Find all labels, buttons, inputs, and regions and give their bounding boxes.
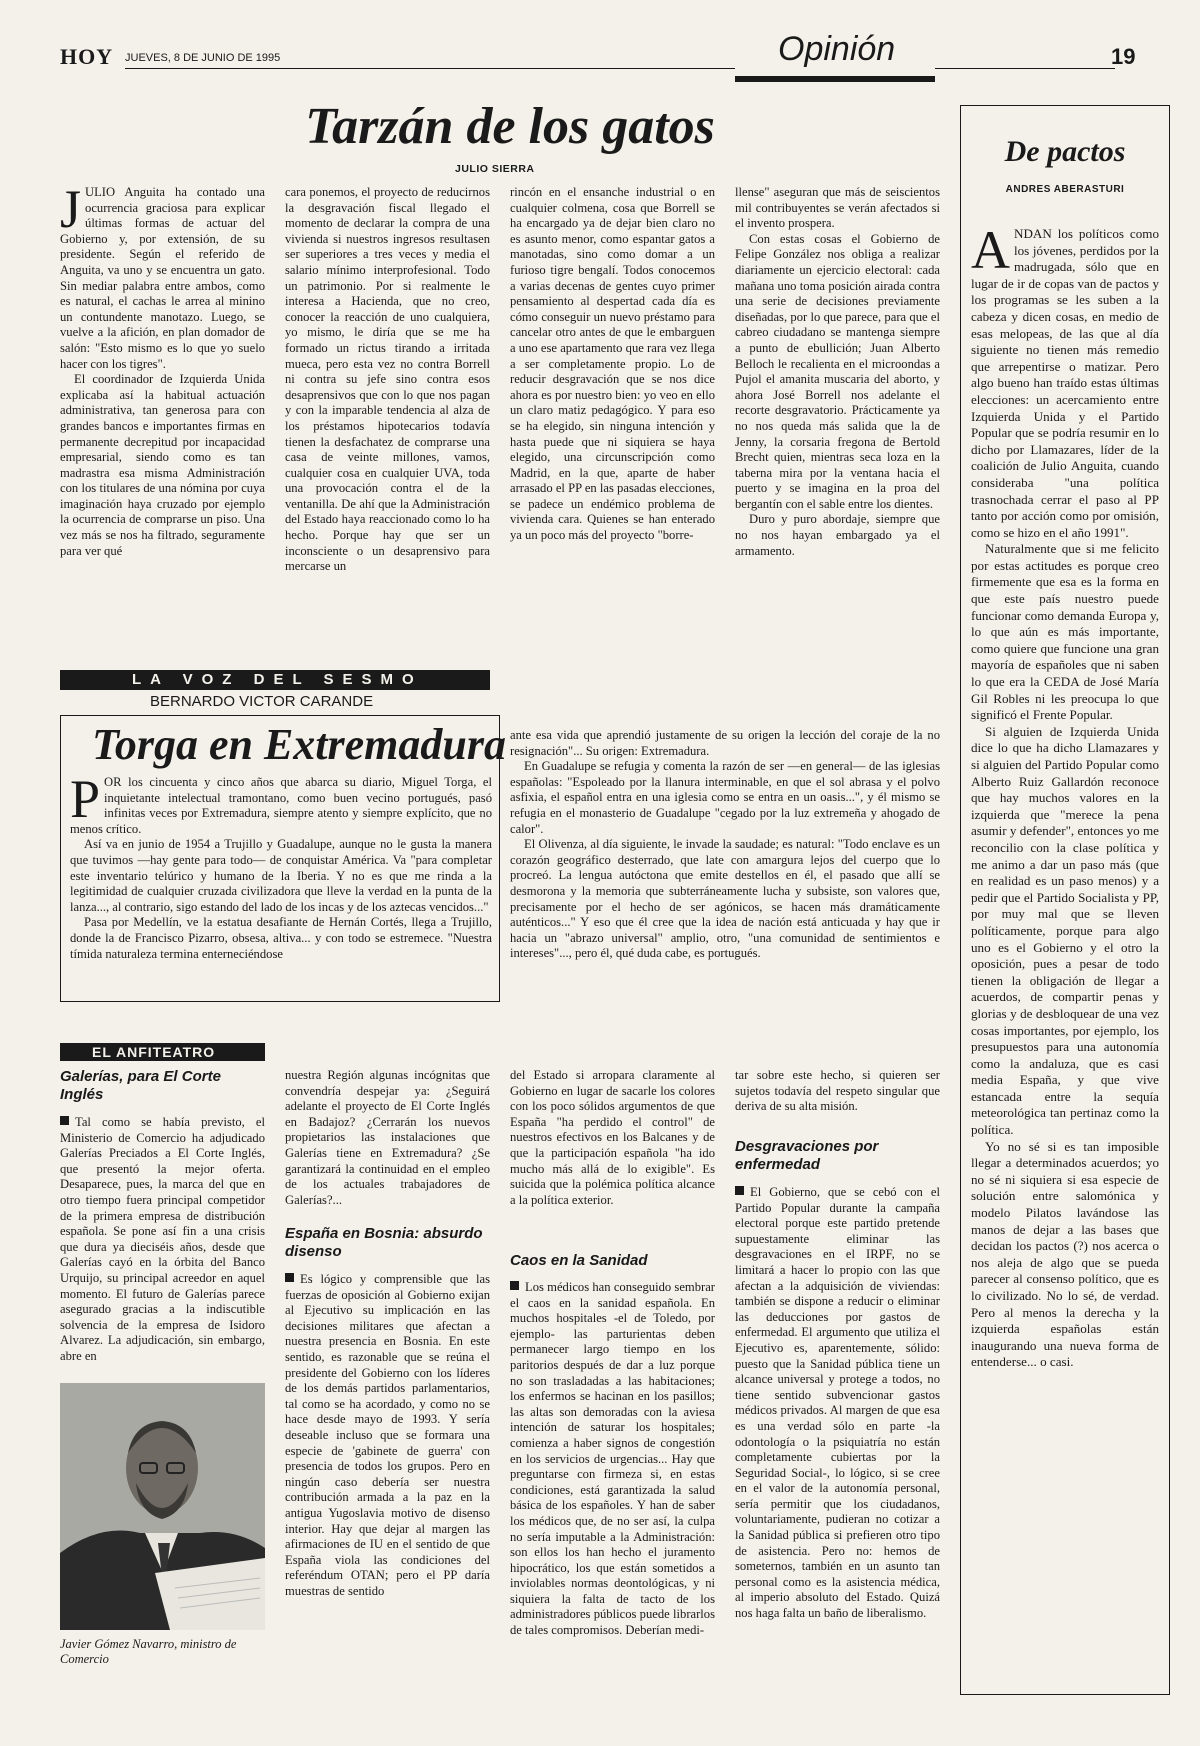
voz-author: BERNARDO VICTOR CARANDE [150,693,374,710]
bosnia-headline: España en Bosnia: absurdo disenso [285,1225,483,1260]
sanidad-headline: Caos en la Sanidad [510,1252,648,1269]
section-label: EL ANFITEATRO [92,1044,216,1060]
paragraph: OR los cincuenta y cinco años que abarca su diario, Miguel Torga, el inquietante intelectual tramontano, como buen vecino portugués, pasó infinitas veces por Extremadura, siempre atento y siempre explícito, que no menos crítico. [70,775,492,836]
minister-photo [60,1383,265,1630]
paragraph: del Estado si arropara claramente al Gobierno en lugar de sacarle los colores con los poco sólidos argumentos de que España "ha perdido el control" de nuestros efectivos en los Balcanes y de que la participación española "ha ido mucho más allá de lo exigible". Es suicida que la polémica política alcance a la política exterior. [510,1068,715,1207]
bullet-icon [60,1116,69,1125]
paragraph: ante esa vida que aprendió justamente de su origen la lección del coraje de la no resignación"... Su origen: Extremadura. [510,728,940,758]
galerias-headline: Galerías, para El Corte Inglés [60,1068,221,1103]
sidebar-byline: ANDRES ABERASTURI [1005,184,1125,195]
paragraph: Tal como se había previsto, el Ministerio de Comercio ha adjudicado Galerías Preciados a El Corte Inglés, que presentó la mejor oferta. Desaparece, pues, la marca del que en otro tiempo fuera principal competidor de la primera empresa de distribución española. Se pone así fin a una crisis que dura ya dieciséis años, desde que Galerías cayó en la órbita del Banco Urquijo, su principal acreedor en aquel momento. El futuro de Galerías parece asegurado gracias a la indiscutible solvencia de la empresa de Isidoro Alvarez. La adjudicación, sin embargo, abre en [60,1115,265,1363]
paragraph: tar sobre este hecho, si quieren ser sujetos todavía del respeto singular que deriva de su alta misión. [735,1068,940,1114]
paragraph: En Guadalupe se refugia y comenta la razón de ser —en general— de las iglesias españolas: "Espoleado por la llanura interminable, en que el sol abrasa y el polvo asfixia, el español entra en una iglesia como se entra en un oasis...", y él mismo se refugia en el monasterio de Guadalupe "cegado por la luz extremeña y ahogado de calor". [510,759,940,836]
main-article-col-4 [735,185,940,655]
dropcap-j: J [60,185,82,239]
paragraph: Así va en junio de 1954 a Trujillo y Guadalupe, aunque no le gusta la manera que tuvimos —hay gente para todo— de conquistar América. Va "para completar este inventario telúrico y humano de la Iberia. Y no es que me rinda a la legitimidad de cualquier cruzada civilizadora que lleve la verdad en la punta de la lanza..., al contrario, sigo estando del lado de los incas y de los aztecas vencidos..." [70,837,492,914]
issue-date: JUEVES, 8 DE JUNIO DE 1995 [125,52,281,64]
paragraph: El Olivenza, al día siguiente, le invade la saudade; es natural: "Todo enclave es un corazón geográfico desterrado, que late con amargura lejos del cuerpo que lo procreó. La lengua autóctona que emite destellos en él, el pasado que allí se desmorona y la memoria que subterráneamente lucha y subsiste, son valores que, precisamente por el hecho de ser agónicos, se hacen más dramáticamente auténticos..." Y eso que él cree que la idea de nación está anticuada y hay que ir hacia un "abrazo universal" amplio, otro, "una comunidad de sentimientos e intereses"..., pero él, qué duda cabe, es portugués. [510,837,940,961]
desgravaciones-body [735,1185,940,1672]
paragraph: NDAN los políticos como los jóvenes, perdidos por la madrugada, sólo que en lugar de ir de copas van de pactos y los programas se les suben a la cabeza y dicen cosas, en medio de esas melopeas, de las que al día siguiente no tienen más remedio que arrepentirse o matizar. Pero algo bueno han traído estas últimas elecciones: un acercamiento entre Izquierda Unida y el Partido Popular que se podría resumir en lo dicho por Llamazares, líder de la coalición de Julio Anguita, cuando consideraba "una política trasnochada cerrar el paso al PP tanto por acción como por omisión, como se hizo en el año 1991". [971,226,1159,540]
paragraph: El coordinador de Izquierda Unida explicaba así la habitual actuación administrativa, tan generosa para con grandes bancos e importantes firmas en permanente decrepitud por incapacidad empresarial, siendo como es tan madrastra esa misma Administración con los titulares de una nómina por cuya imaginación haya cruzado por ejemplo la ocurrencia de comprarse un piso. Una vez más se nos ha filtrado, seguramente para ver qué [60,372,265,558]
paragraph: Pasa por Medellín, ve la estatua desafiante de Hernán Cortés, llega a Trujillo, donde la de Francisco Pizarro, obsesa, altiva... y con todo se estremece. "Nuestra tímida naturaleza termina enterneciéndose [70,915,492,961]
sanidad-body [510,1280,715,1672]
paragraph: Si alguien de Izquierda Unida dice lo que ha dicho Llamazares y si alguien del Partido Popular como Alberto Ruiz Gallardón reconoce que hay muchos valores en la izquierda que "merece la pena asumir y defender", entonces yo me reconcilio con la clase política y me animo a dar un paso más (que en realidad es un paso menos) y a pedir que el Partido Socialista y PP, por muy mal que se lleven políticamente, porque para algo uno es el Gobierno y el otro la oposición, pues a pesar de todo tienen la obligación de llegar a acuerdos, de compartir penas y glorias y de desbloquear de una vez cosas importantes, por ejemplo, los presupuestos para una autonomía como la andaluza, que es casi media España, y que vive estancada entre la sequía meteorológica tan pertinaz como la política. [971,723,1159,1138]
dropcap-p: P [70,775,101,829]
header-rule-right [935,68,1115,69]
section-label: LA VOZ DEL SESMO [132,671,423,688]
main-article-byline: JULIO SIERRA [455,163,535,175]
paper-name: HOY [60,44,114,69]
paragraph: Naturalmente que si me felicito por estas actitudes es porque creo firmemente que esa es la forma en que este país nuestro puede funcionar como demanda Europa y, lo que aún es más importante, como quiere que funcione una gran mayoría de españoles que ni saben lo que era la CEDA de José María Gil Robles ni les preocupa lo que significó el Frente Popular. [971,541,1159,723]
photo-caption: Javier Gómez Navarro, ministro de Comercio [60,1637,237,1666]
dropcap-a: A [971,226,1010,280]
galerias-body [60,1115,265,1377]
paragraph: cara ponemos, el proyecto de reducirnos la desgravación fiscal llegado el momento de declarar la compra de una vivienda si nuestros ingresos resultasen ser superiores a tres veces y media el salario mínimo interprofesional. Todo un patrimonio. Por si realmente le interesa a Hacienda, que no creo, conocer la reacción de uno cualquiera, yo mismo, le diría que se me ha formado un rictus tirando a irritada mueca, pero esta vez no contra Borrell ni contra su jefe sino contra esos desaprensivos que con lo que nos pagan y con la imparable tendencia al alza de los préstamos hipotecarios todavía tienen la desfachatez de comprarse una casa de veinte millones, vamos, cualquier cosa en cualquier UVA, toda una provocación contra el de la ventanilla. De ahí que la Administración del Estado haya reaccionado como lo ha hecho. Porque hay que ser un inconsciente o un desaprensivo para mercarse un [285,185,490,574]
sanidad-continued [735,1068,940,1118]
bullet-icon [510,1281,519,1290]
bosnia-continued [510,1068,715,1228]
main-article-col-3 [510,185,715,655]
section-name: Opinión [778,30,896,68]
section-bar-voz-del-sesmo [60,670,490,690]
header-rule-left [125,68,735,69]
paragraph: Con estas cosas el Gobierno de Felipe González nos obliga a realizar diariamente un ejercicio electoral: cada mañana uno toma posición airada contra una serie de decisiones previamente diseñadas, por lo que parece, para que el cabreo ciudadano se mantenga siempre a punto de ebullición; Juan Alberto Belloch le recalienta en el microondas a Pujol el amanita muscaria del aborto, y ahora José Borrell nos adelante el recorte desgravatorio. Prácticamente ya no nos queda más salida que la de Jenny, la corsaria fregona de Bertold Brecht quien, mientras seca loza en la taberna mira por la ventana hacia el puerto y se imagina en la proa del bergantín con el sable entre los dientes. [735,231,940,511]
main-article-col-1 [60,185,265,655]
paragraph: nuestra Región algunas incógnitas que convendría despejar ya: ¿Seguirá adelante el proyecto de El Corte Inglés en Badajoz? ¿Cerrarán los nuevos propietarios las instalaciones que Galerías tiene en Extremadura? ¿Se garantizará la continuidad en el empleo de los actuales trabajadores de Galerías?... [285,1068,490,1207]
sidebar-box [960,105,1170,1695]
voz-col-left [70,775,492,997]
paragraph: Yo no sé si es tan imposible llegar a determinados acuerdos; yo no sé ni siquiera si esa especie de solución entre salomónica y modelo Pilatos lavándose las manos de dejar a las bases que decidan los pactos (?) nos acerca o nos aleja de algo que se pueda parecer al consenso político, que es lo civilizado. No lo sé, de verdad. Pero al menos la derecha y la izquierda españolas están inaugurando una nueva forma de entenderse... o casi. [971,1138,1159,1370]
sidebar-title: De pactos [1004,135,1126,168]
section-bar-anfiteatro [60,1043,265,1061]
page-number: 19 [1111,44,1136,69]
bullet-icon [285,1273,294,1282]
galerias-continued [285,1068,490,1208]
paragraph: rincón en el ensanche industrial o en cualquier colmena, cosa que Borrell se ha encargado ya de dejar bien claro no es asunto menor, como espantar gatos a manotadas, sino como domar a un furioso tigre bengalí. Todos conocemos a varias decenas de gentes cuyo primer pensamiento al despertad cada día es cómo conseguir un nuevo préstamo para cancelar otro antes de que le embarguen a uno ese apartamento que rara vez llega a ser completamente propio. Lo de reducir desgravación que se nos dice ahora es por nuestro bien: yo veo en ello un claro matiz pedagógico. Y para eso se ha elegido, sin ninguna intención y hasta puede que ni siquiera se haya elegido, una circunscripción como Madrid, en la que, aparte de haber arrasado el PP en las pasadas elecciones, se padece un endémico problema de vivienda cara. Quienes se han enterado ya un poco más del proyecto "borre- [510,185,715,543]
voz-col-right [510,728,940,998]
paragraph: ULIO Anguita ha contado una ocurrencia graciosa para explicar últimas formas de actuar del Gobierno y, por extensión, de su presidente. Según el referido de Anguita, va uno y se encuentra un gato. Sin mediar palabra entre ambos, como es natural, el cachas le arrea al minino un contundente manotazo. Luego, se vuelve a la afición, en plan domador de salón: "Esto mismo es lo que yo suelo hacer con los tigres". [60,185,265,371]
sidebar-body [971,226,1159,1686]
main-article-title: Tarzán de los gatos [305,98,715,155]
paragraph: llense" aseguran que más de seiscientos mil contribuyentes se verán afectados si el invento prospera. [735,185,940,231]
paragraph: Duro y puro abordaje, siempre que no nos hayan embargado ya el armamento. [735,512,940,558]
section-underline [735,76,935,82]
voz-title: Torga en Extremadura [92,720,507,769]
bullet-icon [735,1186,744,1195]
paragraph: Es lógico y comprensible que las fuerzas de oposición al Gobierno exijan al Ejecutivo su implicación en las decisiones militares que afectan a nuestra presencia en Bosnia. En este sentido, es razonable que se reúna el presidente del Gobierno con los líderes de los demás partidos parlamentarios, tal como se ha acordado, y como no se hace desde mayo de 1993. Y sería deseable incluso que se formara una especie de 'gabinete de guerra' con presencia de todos los grupos. Pero en ningún caso debería ser nuestra contribución armada a la paz en la antigua Yugoslavia motivo de disenso interior. Hay que dejar al margen las afirmaciones de IU en el sentido de que España viola las condiciones del referéndum OTAN; pero el PP daría muestras de sentido [285,1272,490,1598]
paragraph: El Gobierno, que se cebó con el Partido Popular durante la campaña electoral porque este partido pretende supuestamente eliminar las desgravaciones en el IRPF, no se limitará a hacer lo propio con las que afectan a la adquisición de viviendas: también se dispone a reducir o eliminar las deducciones por gastos de enfermedad. El argumento que utiliza el Ejecutivo es, aparentemente, sólido: puesto que la Sanidad pública tiene un alcance universal y protege a todos, no tiene sentido subvencionar gastos médicos privados. Al margen de que esa es una verdad sólo en parte -la odontología o la psiquiatría no están completamente cubiertas por la Seguridad Social-, lo lógico, si se cree en el valor de la autonomía personal, sería permitir que los ciudadanos, voluntariamente, pudieran no cotizar a la Sanidad pública si prefieren otro tipo de asistencia. Pero no: hemos de someternos, también en un asunto tan personal como es la asistencia médica, al imperio absoluto del Estado. Quizá nos haga falta un baño de liberalismo. [735,1185,940,1621]
paragraph: Los médicos han conseguido sembrar el caos en la sanidad española. En muchos hospitales -el de Toledo, por ejemplo- las parturientas deben permanecer largo tiempo en los paritorios después de dar a luz porque no son trasladadas a las habitaciones; los enfermos se hacinan en los pasillos; las altas son demoradas con la aviesa intención de saturar los hospitales; comienza a haber signos de congestión en los servicios de urgencias... Hay que preguntarse con firmeza si, en estas condiciones, está garantizada la salud básica de los españoles. Y han de saber los médicos que, de no ser así, la culpa no sería imputable a la Administración: son ellos los han hecho el juramento hipocrático, los que están sometidos a inviolables normas deontológicas, y ni siquiera la falta de tacto de los administradores públicos puede librarlos de tales compromisos. Deberían medi- [510,1280,715,1638]
man-portrait-icon [60,1383,265,1630]
main-article-col-2 [285,185,490,655]
bosnia-body [285,1272,490,1672]
desgravaciones-headline: Desgravaciones por enfermedad [735,1138,879,1173]
